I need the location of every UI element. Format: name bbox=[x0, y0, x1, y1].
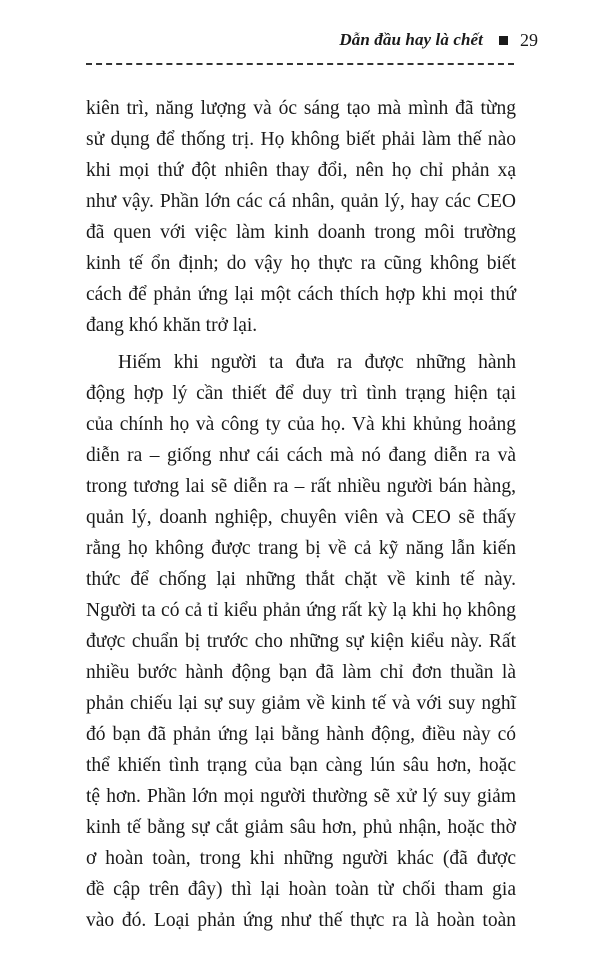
text-line: tệ hơn. Phần lớn mọi người thường sẽ xử lý suy giảm bbox=[86, 786, 516, 807]
text-line: kinh tế bằng sự cắt giảm sâu hơn, phủ nhận, hoặc thờ bbox=[86, 817, 516, 838]
text-line: ơ hoàn toàn, trong khi những người khác (đã được bbox=[86, 848, 516, 869]
text-line: sử dụng để thống trị. Họ không biết phải làm thế nào bbox=[86, 129, 516, 150]
text-line: kiên trì, năng lượng và óc sáng tạo mà mình đã từng bbox=[86, 98, 516, 119]
text-line: được chuẩn bị trước cho những sự kiện kiểu này. Rất bbox=[86, 631, 516, 652]
body-text bbox=[86, 93, 516, 936]
text-line: như vậy. Phần lớn các cá nhân, quản lý, hay các CEO bbox=[86, 191, 516, 212]
square-bullet-icon bbox=[499, 36, 508, 45]
text-line: Hiếm khi người ta đưa ra được những hành bbox=[118, 352, 516, 373]
text-line: cách để phản ứng lại một cách thích hợp khi mọi thứ bbox=[86, 284, 516, 305]
text-line: khi mọi thứ đột nhiên thay đổi, nên họ chỉ phản xạ bbox=[86, 160, 516, 181]
text-line: vào đó. Loại phản ứng như thế thực ra là hoàn toàn bbox=[86, 910, 516, 931]
text-line: kinh tế ổn định; do vậy họ thực ra cũng không biết bbox=[86, 253, 516, 274]
header-dashed-rule bbox=[86, 63, 514, 65]
text-line: quản lý, doanh nghiệp, chuyên viên và CEO sẽ thấy bbox=[86, 507, 516, 528]
text-line: thể khiến tình trạng của bạn càng lún sâu hơn, hoặc bbox=[86, 755, 516, 776]
text-line: đang khó khăn trở lại. bbox=[86, 315, 258, 336]
page-number: 29 bbox=[520, 30, 538, 50]
running-title: Dẫn đầu hay là chết bbox=[339, 30, 483, 49]
text-line: đó bạn đã phản ứng lại bằng hành động, điều này có bbox=[86, 724, 516, 745]
text-line: động hợp lý cần thiết để duy trì tình trạng hiện tại bbox=[86, 383, 516, 404]
running-header bbox=[339, 30, 538, 50]
text-line: nhiều bước hành động bạn đã làm chỉ đơn thuần là bbox=[86, 662, 516, 683]
text-line: đã quen với việc làm kinh doanh trong môi trường bbox=[86, 222, 516, 243]
text-line: rằng họ không được trang bị về cả kỹ năng lẫn kiến bbox=[86, 538, 516, 559]
paragraph bbox=[86, 347, 516, 936]
text-line: Người ta có cả tỉ kiểu phản ứng rất kỳ lạ khi họ không bbox=[86, 600, 516, 621]
text-line: đề cập trên đây) thì lại hoàn toàn từ chối tham gia bbox=[86, 879, 516, 900]
paragraph bbox=[86, 93, 516, 341]
text-line: diễn ra – giống như cái cách mà nó đang diễn ra và bbox=[86, 445, 516, 466]
text-line: phản chiếu lại sự suy giảm về kinh tế và với suy nghĩ bbox=[86, 693, 516, 714]
text-line: của chính họ và công ty của họ. Và khi khủng hoảng bbox=[86, 414, 516, 435]
text-line: trong tương lai sẽ diễn ra – rất nhiều người bán hàng, bbox=[86, 476, 516, 497]
text-line: thức để chống lại những thắt chặt về kinh tế này. bbox=[86, 569, 516, 590]
